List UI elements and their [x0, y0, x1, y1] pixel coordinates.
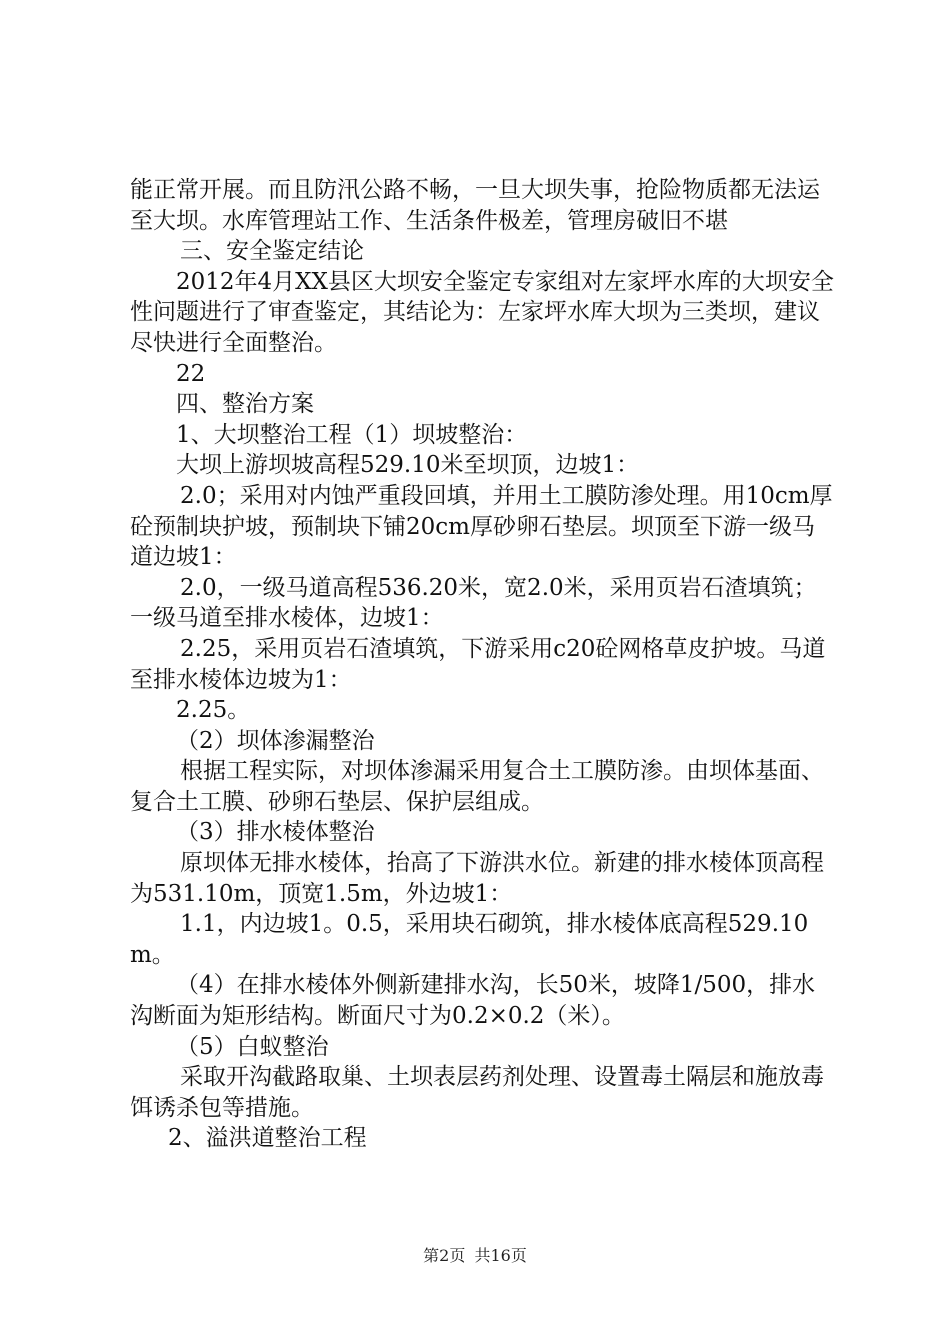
- paragraph: 原坝体无排水棱体，抬高了下游洪水位。新建的排水棱体顶高程为531.10m，顶宽1.5m，外边坡1：: [130, 850, 824, 907]
- paragraph: 采取开沟截路取巢、土坝表层药剂处理、设置毒土隔层和施放毒饵诱杀包等措施。: [130, 1064, 824, 1121]
- subsection-heading: 1、大坝整治工程（1）坝坡整治：: [176, 421, 528, 448]
- paragraph: 2.25。: [176, 697, 251, 724]
- paragraph: 大坝上游坝坡高程529.10米至坝顶，边坡1：: [176, 452, 640, 479]
- subsection-heading: （2）坝体渗漏整治: [176, 727, 375, 754]
- section-heading: 四、整治方案: [176, 391, 314, 418]
- section-heading: 三、安全鉴定结论: [180, 238, 364, 265]
- paragraph: 2.0；采用对内蚀严重段回填，并用土工膜防渗处理。用10cm厚砼预制块护坡，预制块下铺20cm厚砂卵石垫层。坝顶至下游一级马道边坡1：: [130, 482, 833, 571]
- subsection-heading: （3）排水棱体整治: [176, 819, 375, 846]
- page-total: 共16页: [474, 1246, 527, 1265]
- paragraph: 根据工程实际，对坝体渗漏采用复合土工膜防渗。由坝体基面、复合土工膜、砂卵石垫层、保护层组成。: [130, 758, 824, 815]
- page-footer: [0, 1243, 950, 1266]
- paragraph: 2.0，一级马道高程536.20米，宽2.0米，采用页岩石渣填筑；一级马道至排水棱体，边坡1：: [130, 574, 817, 632]
- page-number: 第2页: [423, 1246, 466, 1265]
- document-body: [130, 175, 835, 1154]
- paragraph: 22: [176, 360, 206, 387]
- paragraph: 2012年4月XX县区大坝安全鉴定专家组对左家坪水库的大坝安全性问题进行了审查鉴定，其结论为：左家坪水库大坝为三类坝，建议尽快进行全面整治。: [130, 268, 834, 356]
- paragraph: 2.25，采用页岩石渣填筑，下游采用c20砼网格草皮护坡。马道至排水棱体边坡为1：: [130, 635, 826, 693]
- paragraph: 能正常开展。而且防汛公路不畅，一旦大坝失事，抢险物质都无法运至大坝。水库管理站工作、生活条件极差，管理房破旧不堪: [130, 177, 820, 234]
- subsection-heading: 2、溢洪道整治工程: [168, 1125, 367, 1152]
- paragraph: 1.1，内边坡1。0.5，采用块石砌筑，排水棱体底高程529.10m。: [130, 911, 809, 968]
- subsection-heading: （5）白蚁整治: [176, 1033, 329, 1060]
- paragraph: （4）在排水棱体外侧新建排水沟，长50米，坡降1/500，排水沟断面为矩形结构。断面尺寸为0.2×0.2（米）。: [130, 972, 816, 1030]
